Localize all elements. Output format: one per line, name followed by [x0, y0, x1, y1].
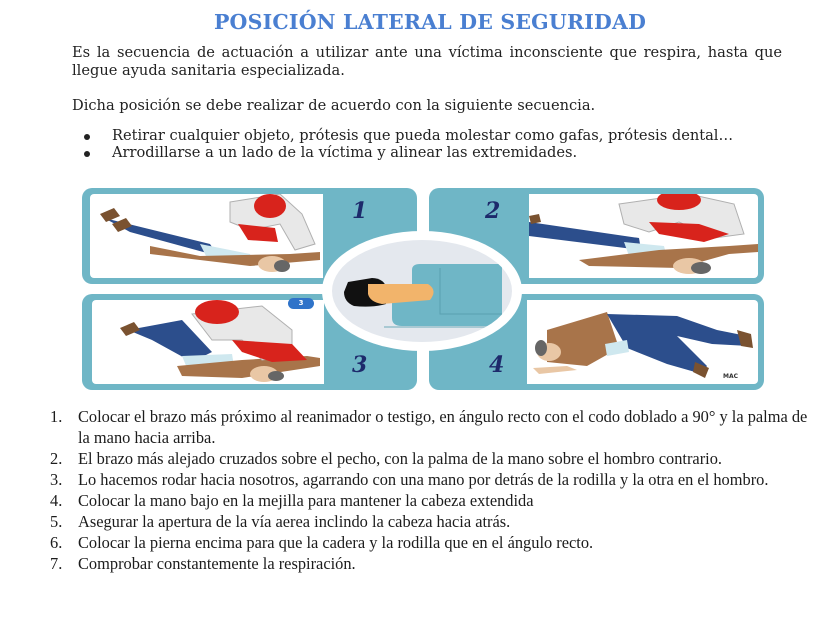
- step-item: [48, 532, 818, 553]
- rescuer-victim-illustration-icon: [90, 194, 323, 278]
- step-number: 2.: [50, 449, 63, 468]
- step-text: Comprobar constantemente la respiración.: [78, 554, 356, 573]
- step-text: El brazo más alejado cruzados sobre el pecho, con la palma de la mano sobre el hombro contrario.: [78, 449, 722, 468]
- illustration-step-2: [529, 194, 758, 278]
- bullet-text: Arrodillarse a un lado de la víctima y alinear las extremidades.: [112, 144, 578, 161]
- bullet-list: [72, 127, 772, 161]
- bullet-item: [72, 127, 772, 144]
- bullet-item: [72, 144, 772, 161]
- step-badge-3: 3: [288, 298, 314, 309]
- illustration-step-3: [92, 300, 324, 384]
- illustration-step-4: [527, 300, 758, 384]
- page-title: POSICIÓN LATERAL DE SEGURIDAD: [213, 10, 647, 34]
- step-number-3: 3: [352, 352, 368, 378]
- step-number-4: 4: [489, 352, 505, 378]
- bullet-icon: [84, 134, 90, 140]
- head-on-pillow-icon: [332, 240, 512, 342]
- step-number-1: 1: [352, 198, 368, 224]
- rescuer-victim-illustration-icon: [529, 194, 758, 278]
- recovery-position-illustration-icon: [527, 300, 758, 384]
- illustration-step-1: [90, 194, 323, 278]
- sequence-intro: Dicha posición se debe realizar de acuerdo con la siguiente secuencia.: [72, 97, 596, 114]
- step-text: Lo hacemos rodar hacia nosotros, agarrando con una mano por detrás de la rodilla y la otra en el hombro.: [78, 470, 769, 489]
- rescuer-victim-illustration-icon: [92, 300, 324, 384]
- step-item: [48, 511, 818, 532]
- step-item: [48, 490, 818, 511]
- step-item: [48, 553, 818, 574]
- recovery-position-infographic: [82, 188, 764, 390]
- steps-list: [48, 406, 818, 574]
- step-text: Colocar la pierna encima para que la cadera y la rodilla que en el ángulo recto.: [78, 533, 594, 552]
- step-number-2: 2: [485, 198, 501, 224]
- step-text: Colocar la mano bajo en la mejilla para mantener la cabeza extendida: [78, 491, 534, 510]
- step-number: 7.: [50, 554, 63, 573]
- step-item: [48, 448, 818, 469]
- step-number: 6.: [50, 533, 63, 552]
- bullet-icon: [84, 151, 90, 157]
- artist-signature: MAC: [723, 373, 739, 380]
- step-number: 4.: [50, 491, 63, 510]
- step-item: [48, 469, 818, 490]
- step-number: 5.: [50, 512, 63, 531]
- bullet-text: Retirar cualquier objeto, prótesis que pueda molestar como gafas, prótesis dental…: [112, 127, 734, 144]
- step-number: 3.: [50, 470, 63, 489]
- step-text: Asegurar la apertura de la vía aerea inclindo la cabeza hacia atrás.: [78, 512, 511, 531]
- center-image: [332, 240, 512, 342]
- step-item: [48, 406, 818, 448]
- step-text: Colocar el brazo más próximo al reanimador o testigo, en ángulo recto con el codo doblado a 90° y la palma de la mano hacia arriba.: [78, 407, 808, 447]
- intro-paragraph: Es la secuencia de actuación a utilizar ante una víctima inconsciente que respira, hasta que llegue ayuda sanitaria especializada.: [72, 44, 782, 79]
- step-number: 1.: [50, 407, 63, 426]
